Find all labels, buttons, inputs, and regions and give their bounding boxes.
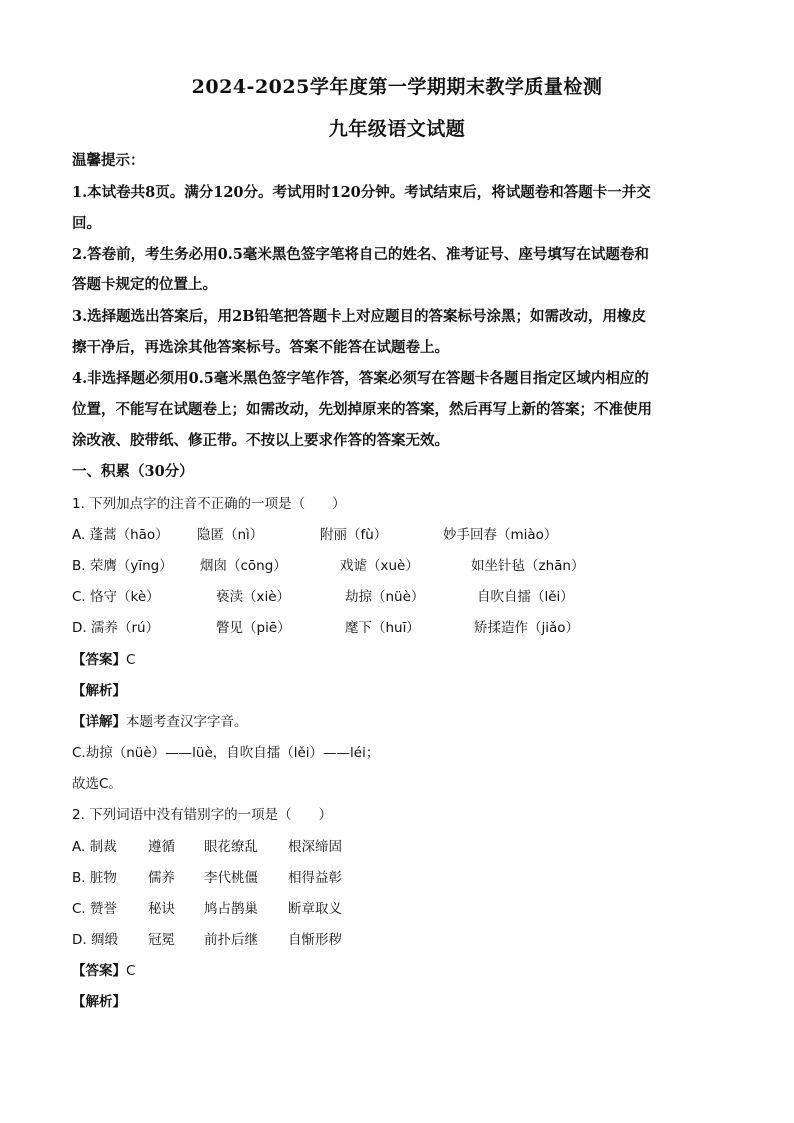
tips-line: 3.选择题选出答案后，用2B铅笔把答题卡上对应题目的答案标号涂黑；如需改动，用橡皮 [72, 308, 646, 325]
q2-option-a-4: 根深缔固 [288, 839, 342, 855]
q2-option-d-1: D. 绸缎 [72, 932, 118, 948]
answer-value: C [126, 963, 136, 979]
q1-option-b-1: B. 荣膺（yīng） [72, 558, 173, 574]
q2-option-d-4: 自惭形秽 [288, 932, 342, 948]
tips-line: 答题卡规定的位置上。 [72, 276, 217, 293]
q1-option-a-2: 隐匿（nì） [197, 527, 264, 543]
q1-option-d-3: 麾下（huī） [345, 620, 420, 636]
q1-option-a-4: 妙手回春（miào） [443, 527, 558, 543]
page-title: 2024-2025学年度第一学期期末教学质量检测 [191, 76, 603, 98]
q2-option-b-1: B. 脏物 [72, 870, 117, 886]
q1-option-b-2: 烟囱（cōng） [200, 558, 287, 574]
tips-line: 4.非选择题必须用0.5毫米黑色签字笔作答，答案必须写在答题卡各题目指定区域内相应的 [72, 370, 649, 387]
q1-option-c-3: 劫掠（nüè） [345, 589, 425, 605]
q1-option-c-2: 亵渎（xiè） [216, 589, 291, 605]
q2-analysis-label: 【解析】 [72, 994, 126, 1010]
detail-text: 本题考查汉字字音。 [126, 714, 248, 730]
q2-option-d-2: 冠冕 [148, 932, 175, 948]
tips-line: 回。 [72, 215, 101, 232]
answer-label: 【答案】 [72, 652, 126, 668]
q2-option-a-3: 眼花缭乱 [204, 839, 258, 855]
tips-heading: 温馨提示： [72, 152, 145, 169]
answer-value: C [126, 652, 136, 668]
q2-option-a-2: 遵循 [148, 839, 175, 855]
q1-option-d-4: 矫揉造作（jiǎo） [474, 620, 580, 636]
tips-line: 1.本试卷共8页。满分120分。考试用时120分钟。考试结束后，将试题卷和答题卡一并交 [72, 184, 651, 201]
q2-option-d-3: 前扑后继 [204, 932, 258, 948]
q2-option-c-4: 断章取义 [288, 901, 342, 917]
q1-option-a-3: 附丽（fù） [320, 527, 388, 543]
q2-option-c-2: 秘诀 [148, 901, 175, 917]
q1-conclusion: 故选C。 [72, 776, 122, 792]
q1-analysis-label: 【解析】 [72, 683, 126, 699]
detail-label: 【详解】 [72, 714, 126, 730]
question-1-stem: 1. 下列加点字的注音不正确的一项是（ ） [72, 496, 346, 512]
q1-option-b-3: 戏谑（xuè） [340, 558, 419, 574]
tips-line: 擦干净后，再选涂其他答案标号。答案不能答在试题卷上。 [72, 339, 449, 356]
tips-line: 位置，不能写在试题卷上；如需改动，先划掉原来的答案，然后再写上新的答案；不准使用 [72, 401, 652, 418]
q1-detail-row [72, 713, 248, 731]
page-subtitle: 九年级语文试题 [328, 118, 466, 140]
q2-option-b-2: 儒养 [148, 870, 175, 886]
answer-label: 【答案】 [72, 963, 126, 979]
q1-option-d-2: 瞥见（piē） [216, 620, 291, 636]
q1-option-a-1: A. 蓬蒿（hāo） [72, 527, 169, 543]
q2-option-b-4: 相得益彰 [288, 870, 342, 886]
q1-option-c-4: 自吹自擂（lěi） [477, 589, 574, 605]
q1-option-d-1: D. 濡养（rú） [72, 620, 160, 636]
q2-option-a-1: A. 制裁 [72, 839, 117, 855]
q2-option-b-3: 李代桃僵 [204, 870, 258, 886]
q2-option-c-1: C. 赞誉 [72, 901, 118, 917]
tips-line: 2.答卷前，考生务必用0.5毫米黑色签字笔将自己的姓名、准考证号、座号填写在试题卷和 [72, 246, 649, 263]
question-2-stem: 2. 下列词语中没有错别字的一项是（ ） [72, 807, 333, 823]
q1-option-b-4: 如坐针毡（zhān） [471, 558, 585, 574]
q1-explanation: C.劫掠（nüè）——lüè，自吹自擂（lěi）——léi； [72, 745, 380, 761]
q1-answer-row [72, 651, 135, 669]
q2-option-c-3: 鸠占鹊巢 [204, 901, 258, 917]
section-heading: 一、积累（30分） [72, 463, 194, 480]
tips-line: 涂改液、胶带纸、修正带。不按以上要求作答的答案无效。 [72, 432, 449, 449]
q2-answer-row [72, 962, 135, 980]
q1-option-c-1: C. 恪守（kè） [72, 589, 160, 605]
